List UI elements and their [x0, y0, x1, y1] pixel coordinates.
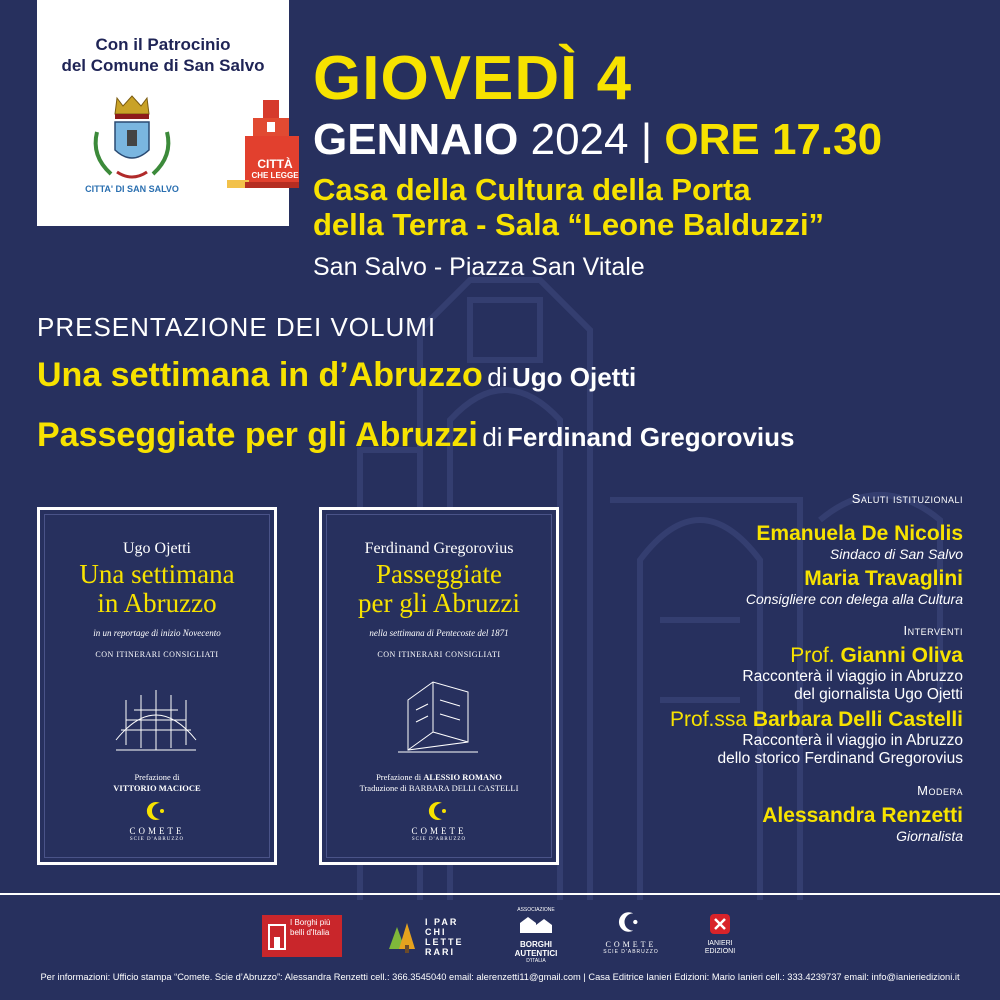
- book-tower-icon: [223, 100, 303, 200]
- speaker-fullname: Barbara Delli Castelli: [752, 708, 963, 731]
- cover-itinerari: CON ITINERARI CONSIGLIATI: [95, 650, 219, 659]
- event-date-time: [313, 114, 882, 166]
- cover-illustration-icon: [106, 670, 206, 760]
- cover-title-line-2: per gli Abruzzi: [358, 588, 520, 618]
- borghi-belli-logo: [262, 905, 342, 965]
- book-title: Una settimana in d’Abruzzo: [37, 356, 483, 394]
- speaker-name: [543, 708, 963, 732]
- comete-logo-icon: [618, 909, 644, 935]
- book-by: di: [487, 362, 508, 392]
- trees-icon: [383, 919, 423, 955]
- footer-divider: [0, 893, 1000, 895]
- cover-author: Ugo Ojetti: [123, 540, 191, 557]
- cover-itinerari: CON ITINERARI CONSIGLIATI: [377, 650, 501, 659]
- date-separator: |: [640, 115, 653, 164]
- venue-line-1: Casa della Cultura della Porta: [313, 172, 751, 207]
- city-logo-line-2: CHE LEGGE: [251, 171, 299, 180]
- borghi-autentici-logo: [506, 905, 566, 965]
- cover-illustration-icon: [388, 670, 488, 760]
- comete-footer-logo: [596, 905, 666, 965]
- speaker-name: Maria Travaglini: [804, 567, 963, 590]
- cover-title-line-1: Passeggiate: [376, 559, 502, 589]
- comete-logo-icon: [428, 800, 452, 822]
- patronage-line-1: Con il Patrocinio: [95, 35, 231, 54]
- speaker-name: [543, 644, 963, 668]
- parchi-letterari-logo: [383, 905, 473, 965]
- presentation-label: PRESENTAZIONE DEI VOLUMI: [37, 312, 437, 342]
- book-title: Passeggiate per gli Abruzzi: [37, 416, 478, 454]
- crest-text: CITTA' DI SAN SALVO: [85, 184, 179, 194]
- speaker-desc-1: Racconterà il viaggio in Abruzzo: [742, 668, 963, 685]
- speaker-desc-2: del giornalista Ugo Ojetti: [794, 686, 963, 703]
- preface-name: VITTORIO MACIOCE: [113, 783, 201, 793]
- book-cover-ojetti: [37, 507, 277, 865]
- speaker-desc-1: Racconterà il viaggio in Abruzzo: [742, 732, 963, 749]
- speaker-prefix: Prof.ssa: [670, 708, 748, 731]
- cover-brand: COMETE: [411, 826, 467, 836]
- preface-label: Prefazione di: [376, 772, 422, 782]
- comete-sub-text: SCIE D'ABRUZZO: [603, 949, 659, 955]
- book-author: Ugo Ojetti: [511, 362, 637, 392]
- saluti-label: Saluti istituzionali: [851, 491, 963, 506]
- cover-preface: [322, 772, 556, 794]
- book-line-1: [37, 356, 636, 395]
- city-logo-line-1: CITTÀ: [257, 157, 293, 171]
- ianieri-text: IANIERI EDIZIONI: [704, 940, 736, 955]
- book-author: Ferdinand Gregorovius: [507, 422, 795, 452]
- cover-title-line-2: in Abruzzo: [97, 588, 217, 618]
- speaker-role: Consigliere con delega alla Cultura: [745, 591, 963, 607]
- cover-preface: [40, 772, 274, 794]
- event-location: San Salvo - Piazza San Vitale: [313, 253, 645, 281]
- modera-label: Modera: [917, 783, 963, 798]
- speaker-fullname: Gianni Oliva: [840, 644, 963, 667]
- event-day: GIOVEDÌ 4: [313, 44, 633, 113]
- san-salvo-crest-icon: [77, 92, 187, 202]
- speaker-name: Emanuela De Nicolis: [756, 522, 963, 545]
- cover-title: [322, 560, 556, 618]
- patronage-title: [37, 34, 289, 76]
- book-by: di: [482, 422, 503, 452]
- autentici-text: BORGHI AUTENTICI: [514, 940, 558, 958]
- moderator-name: Alessandra Renzetti: [762, 804, 963, 827]
- event-time: ORE 17.30: [664, 115, 883, 164]
- cover-brand-sub: SCIE D'ABRUZZO: [411, 837, 467, 842]
- comete-text: COMETE: [605, 940, 657, 949]
- citta-che-legge-logo: [223, 100, 303, 200]
- ianieri-logo: [690, 905, 750, 965]
- comete-logo-icon: [146, 800, 170, 822]
- cover-author: Ferdinand Gregorovius: [364, 540, 514, 557]
- event-year: 2024: [530, 115, 629, 164]
- speakers-column: [543, 490, 963, 845]
- speaker-desc-2: dello storico Ferdinand Gregorovius: [717, 750, 963, 767]
- village-icon: [516, 913, 556, 935]
- autentici-sub-text: D'ITALIA: [526, 958, 546, 964]
- cover-title-line-1: Una settimana: [79, 559, 235, 589]
- footer-logos: [0, 905, 1000, 965]
- cover-brand-sub: SCIE D'ABRUZZO: [129, 837, 185, 842]
- borghi-text: I Borghi più belli d'Italia: [290, 918, 331, 937]
- autentici-top-text: ASSOCIAZIONE: [517, 907, 555, 913]
- contact-info: Per informazioni: Ufficio stampa “Comete. Scie d’Abruzzo”: Alessandra Renzetti cell.: 366.3545040 email: alerenzetti11@gmail.com | Casa Editrice Ianieri Edizioni: Mario Ianieri cell.: 333.4239737 email: info@ianieriedizioni.it: [40, 972, 960, 982]
- patronage-line-2: del Comune di San Salvo: [61, 56, 265, 75]
- interventi-label: Interventi: [903, 623, 963, 638]
- cover-title: [40, 560, 274, 618]
- preface-label: Prefazione di: [134, 772, 180, 782]
- speaker-prefix: Prof.: [790, 644, 835, 667]
- speaker-role: Sindaco di San Salvo: [829, 546, 963, 562]
- venue-line-2: della Terra - Sala “Leone Balduzzi”: [313, 207, 825, 242]
- preface-name: ALESSIO ROMANO: [423, 772, 502, 782]
- parchi-text: I PAR CHI LETTE RARI: [425, 917, 464, 957]
- ianieri-icon: [709, 913, 731, 935]
- tower-icon: [266, 921, 288, 951]
- event-venue: [313, 172, 993, 242]
- book-cover-gregorovius: [319, 507, 559, 865]
- moderator-role: Giornalista: [896, 828, 963, 844]
- cover-brand: COMETE: [129, 826, 185, 836]
- cover-subtitle: in un reportage di inizio Novecento: [93, 628, 221, 638]
- patronage-box: [37, 0, 299, 226]
- event-month: GENNAIO: [313, 115, 519, 164]
- book-line-2: [37, 416, 795, 455]
- cover-translation: Traduzione di BARBARA DELLI CASTELLI: [359, 783, 519, 793]
- cover-subtitle: nella settimana di Pentecoste del 1871: [369, 628, 509, 638]
